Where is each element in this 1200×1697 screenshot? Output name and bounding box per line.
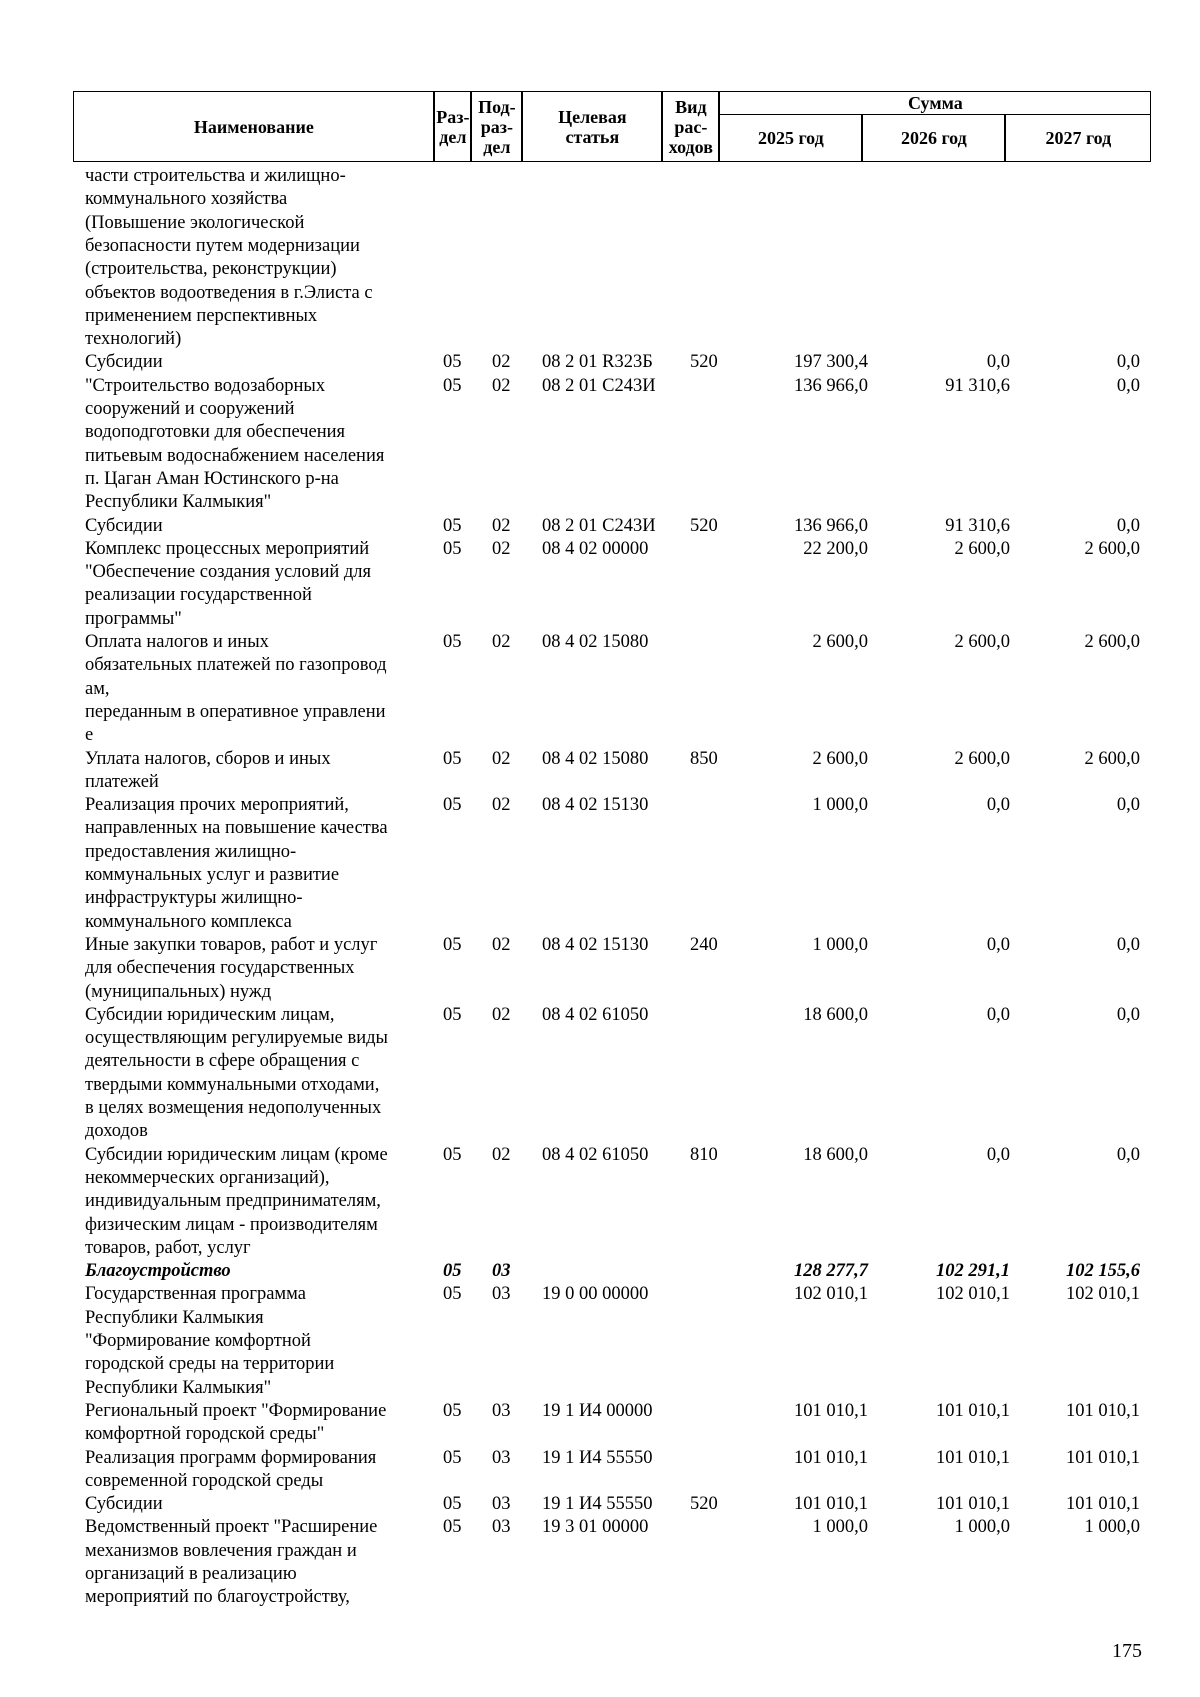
- row-razdel: 05: [443, 748, 462, 769]
- row-name-line: Оплата налогов и иных: [85, 632, 269, 652]
- row-name-line: п. Цаган Аман Юстинского р-на: [85, 468, 339, 489]
- row-podrazdel: 03: [492, 1494, 511, 1515]
- row-name-line: индивидуальным предпринимателям,: [85, 1191, 381, 1212]
- row-y2025: 1 000,0: [812, 795, 868, 816]
- row-name-line: комфортной городской среды": [85, 1424, 325, 1445]
- row-name-line: некоммерческих организаций),: [85, 1167, 330, 1188]
- row-y2027: 1 000,0: [1084, 1517, 1140, 1538]
- row-podrazdel: 02: [492, 375, 511, 396]
- row-target: 08 4 02 00000: [542, 538, 649, 559]
- row-name-line: в целях возмещения недополученных: [85, 1098, 382, 1118]
- row-razdel: 05: [443, 934, 462, 955]
- row-podrazdel: 02: [492, 934, 511, 955]
- row-y2026: 0,0: [986, 1004, 1010, 1025]
- row-name-line: коммунальных услуг и развитие: [85, 865, 340, 885]
- row-y2026: 0,0: [986, 934, 1010, 955]
- header-2026: 2026 год: [862, 114, 1005, 162]
- row-razdel: 05: [443, 1144, 462, 1165]
- row-razdel: 05: [443, 538, 462, 559]
- row-razdel: 05: [443, 1517, 462, 1538]
- row-y2027: 102 010,1: [1066, 1284, 1140, 1305]
- row-name-line: Благоустройство: [85, 1261, 231, 1282]
- row-name-line: механизмов вовлечения граждан и: [85, 1540, 357, 1561]
- row-y2025: 101 010,1: [794, 1447, 868, 1468]
- row-name-line: твердыми коммунальными отходами,: [85, 1074, 380, 1095]
- row-razdel: 05: [443, 352, 462, 373]
- row-name-line: коммунального хозяйства: [85, 189, 288, 210]
- row-podrazdel: 03: [492, 1400, 511, 1421]
- row-razdel: 05: [443, 795, 462, 816]
- row-y2027: 0,0: [1116, 934, 1140, 955]
- row-vid: 520: [690, 515, 718, 536]
- row-target: 19 1 И4 55550: [542, 1447, 653, 1468]
- row-name-line: Субсидии: [85, 352, 163, 373]
- row-target: 08 4 02 15080: [542, 748, 649, 769]
- row-razdel: 05: [443, 1284, 462, 1305]
- row-y2026: 2 600,0: [954, 538, 1010, 559]
- row-y2027: 2 600,0: [1084, 748, 1140, 769]
- row-name-line: Реализация программ формирования: [85, 1447, 377, 1468]
- row-y2026: 102 010,1: [936, 1284, 1010, 1305]
- row-podrazdel: 03: [492, 1261, 511, 1282]
- row-name-line: Региональный проект "Формирование: [85, 1400, 387, 1421]
- header-summa: Сумма: [719, 91, 1151, 115]
- row-name-line: предоставления жилищно-: [85, 841, 297, 862]
- row-name-line: обязательных платежей по газопровод: [85, 655, 387, 676]
- row-y2027: 0,0: [1116, 795, 1140, 816]
- row-name-line: Республики Калмыкия": [85, 492, 272, 513]
- row-podrazdel: 02: [492, 538, 511, 559]
- row-y2027: 101 010,1: [1066, 1494, 1140, 1515]
- row-y2027: 0,0: [1116, 375, 1140, 396]
- row-podrazdel: 02: [492, 1144, 511, 1165]
- header-podrazdel: Под- раз- дел: [471, 91, 522, 162]
- row-y2025: 102 010,1: [794, 1284, 868, 1305]
- row-name-line: Реализация прочих мероприятий,: [85, 795, 349, 816]
- row-y2027: 0,0: [1116, 352, 1140, 373]
- row-y2025: 136 966,0: [794, 375, 868, 396]
- row-name-line: Уплата налогов, сборов и иных: [85, 748, 331, 769]
- row-razdel: 05: [443, 1494, 462, 1515]
- row-y2025: 136 966,0: [794, 515, 868, 536]
- row-y2026: 91 310,6: [945, 515, 1010, 536]
- row-name-line: применением перспективных: [85, 305, 318, 326]
- row-podrazdel: 02: [492, 632, 511, 652]
- row-name-line: "Формирование комфортной: [85, 1331, 311, 1351]
- row-name-line: коммунального комплекса: [85, 911, 292, 932]
- row-podrazdel: 02: [492, 352, 511, 373]
- row-y2025: 2 600,0: [812, 748, 868, 769]
- row-y2027: 101 010,1: [1066, 1447, 1140, 1468]
- row-name-line: Субсидии: [85, 515, 163, 536]
- row-podrazdel: 02: [492, 795, 511, 816]
- row-name-line: мероприятий по благоустройству,: [85, 1587, 350, 1608]
- row-razdel: 05: [443, 1261, 462, 1282]
- row-y2027: 0,0: [1116, 1144, 1140, 1165]
- row-name-line: сооружений и сооружений: [85, 399, 295, 419]
- row-name-line: инфраструктуры жилищно-: [85, 888, 303, 909]
- row-target: 19 0 00 00000: [542, 1284, 649, 1305]
- row-name-line: "Обеспечение создания условий для: [85, 562, 372, 583]
- row-y2025: 18 600,0: [803, 1004, 868, 1025]
- row-name-line: Субсидии: [85, 1494, 163, 1515]
- row-y2026: 102 291,1: [936, 1261, 1010, 1282]
- row-name-line: Субсидии юридическим лицам (кроме: [85, 1144, 388, 1165]
- row-name-line: осуществляющим регулируемые виды: [85, 1028, 388, 1049]
- row-name-line: объектов водоотведения в г.Элиста с: [85, 282, 373, 303]
- row-y2025: 101 010,1: [794, 1400, 868, 1421]
- row-y2026: 101 010,1: [936, 1447, 1010, 1468]
- row-razdel: 05: [443, 375, 462, 396]
- row-name-line: Комплекс процессных мероприятий: [85, 538, 370, 559]
- row-podrazdel: 02: [492, 748, 511, 769]
- row-target: 19 1 И4 55550: [542, 1494, 653, 1515]
- header-vid: Вид рас- ходов: [662, 91, 719, 162]
- row-y2026: 91 310,6: [945, 375, 1010, 396]
- row-podrazdel: 02: [492, 1004, 511, 1025]
- row-name-line: "Строительство водозаборных: [85, 375, 326, 396]
- row-y2025: 1 000,0: [812, 1517, 868, 1538]
- row-target: 08 4 02 61050: [542, 1144, 649, 1165]
- row-y2026: 1 000,0: [954, 1517, 1010, 1538]
- row-name-line: Государственная программа: [85, 1284, 306, 1305]
- row-name-line: для обеспечения государственных: [85, 958, 355, 979]
- header-name: Наименование: [73, 91, 434, 162]
- row-target: 08 2 01 С243И: [542, 375, 656, 396]
- row-target: 08 4 02 15080: [542, 632, 649, 652]
- header-razdel: Раз- дел: [434, 91, 471, 162]
- row-name-line: программы": [85, 608, 182, 629]
- row-y2026: 2 600,0: [954, 748, 1010, 769]
- row-target: 08 4 02 15130: [542, 934, 649, 955]
- row-y2025: 128 277,7: [794, 1261, 868, 1282]
- row-target: 08 4 02 15130: [542, 795, 649, 816]
- row-y2026: 0,0: [986, 795, 1010, 816]
- row-y2026: 101 010,1: [936, 1494, 1010, 1515]
- row-y2025: 2 600,0: [812, 632, 868, 652]
- header-2027: 2027 год: [1005, 114, 1151, 162]
- row-name-line: городской среды на территории: [85, 1354, 335, 1375]
- row-razdel: 05: [443, 1400, 462, 1421]
- row-name-line: физическим лицам - производителям: [85, 1214, 378, 1235]
- row-name-line: части строительства и жилищно-: [85, 166, 346, 186]
- row-podrazdel: 03: [492, 1517, 511, 1538]
- row-vid: 520: [690, 1494, 718, 1515]
- row-target: 19 3 01 00000: [542, 1517, 649, 1538]
- row-razdel: 05: [443, 515, 462, 536]
- row-podrazdel: 02: [492, 515, 511, 536]
- row-podrazdel: 03: [492, 1447, 511, 1468]
- row-name-line: товаров, работ, услуг: [85, 1237, 251, 1258]
- row-name-line: (строительства, реконструкции): [85, 259, 337, 280]
- row-y2026: 2 600,0: [954, 632, 1010, 652]
- row-target: 19 1 И4 00000: [542, 1400, 653, 1421]
- row-y2027: 0,0: [1116, 1004, 1140, 1025]
- row-y2027: 2 600,0: [1084, 538, 1140, 559]
- row-name-line: платежей: [85, 771, 159, 792]
- row-y2027: 0,0: [1116, 515, 1140, 536]
- row-name-line: безопасности путем модернизации: [85, 235, 360, 256]
- row-y2025: 101 010,1: [794, 1494, 868, 1515]
- row-y2027: 101 010,1: [1066, 1400, 1140, 1421]
- row-y2026: 0,0: [986, 352, 1010, 373]
- row-vid: 810: [690, 1144, 718, 1165]
- header-2025: 2025 год: [719, 114, 862, 162]
- row-target: 08 4 02 61050: [542, 1004, 649, 1025]
- row-name-line: Республики Калмыкия: [85, 1307, 264, 1328]
- row-razdel: 05: [443, 632, 462, 652]
- row-target: 08 2 01 R323Б: [542, 352, 653, 373]
- row-vid: 240: [690, 934, 718, 955]
- row-name-line: организаций в реализацию: [85, 1564, 297, 1584]
- row-podrazdel: 03: [492, 1284, 511, 1305]
- page-number: 175: [1112, 1640, 1142, 1662]
- row-name-line: переданным в оперативное управлени: [85, 701, 386, 722]
- row-y2027: 102 155,6: [1066, 1261, 1140, 1282]
- row-name-line: реализации государственной: [85, 585, 312, 606]
- row-name-line: современной городской среды: [85, 1470, 324, 1491]
- row-razdel: 05: [443, 1004, 462, 1025]
- row-y2027: 2 600,0: [1084, 632, 1140, 652]
- row-y2026: 101 010,1: [936, 1400, 1010, 1421]
- row-name-line: Иные закупки товаров, работ и услуг: [85, 934, 378, 955]
- row-name-line: водоподготовки для обеспечения: [85, 422, 346, 443]
- row-vid: 850: [690, 748, 718, 769]
- header-target: Целевая статья: [522, 91, 662, 162]
- row-name-line: Ведомственный проект "Расширение: [85, 1517, 378, 1538]
- row-name-line: ам,: [85, 678, 110, 699]
- row-y2026: 0,0: [986, 1144, 1010, 1165]
- row-y2025: 197 300,4: [794, 352, 868, 373]
- row-name-line: Республики Калмыкия": [85, 1377, 272, 1398]
- row-name-line: Субсидии юридическим лицам,: [85, 1004, 335, 1025]
- row-name-line: направленных на повышение качества: [85, 818, 388, 839]
- row-vid: 520: [690, 352, 718, 373]
- row-name-line: деятельности в сфере обращения с: [85, 1051, 360, 1072]
- row-y2025: 18 600,0: [803, 1144, 868, 1165]
- row-y2025: 22 200,0: [803, 538, 868, 559]
- row-name-line: питьевым водоснабжением населения: [85, 445, 385, 466]
- row-name-line: е: [85, 725, 94, 746]
- row-name-line: (муниципальных) нужд: [85, 981, 272, 1002]
- row-name-line: технологий): [85, 329, 182, 350]
- row-name-line: доходов: [85, 1121, 148, 1142]
- row-y2025: 1 000,0: [812, 934, 868, 955]
- row-razdel: 05: [443, 1447, 462, 1468]
- row-target: 08 2 01 С243И: [542, 515, 656, 536]
- row-name-line: (Повышение экологической: [85, 212, 305, 233]
